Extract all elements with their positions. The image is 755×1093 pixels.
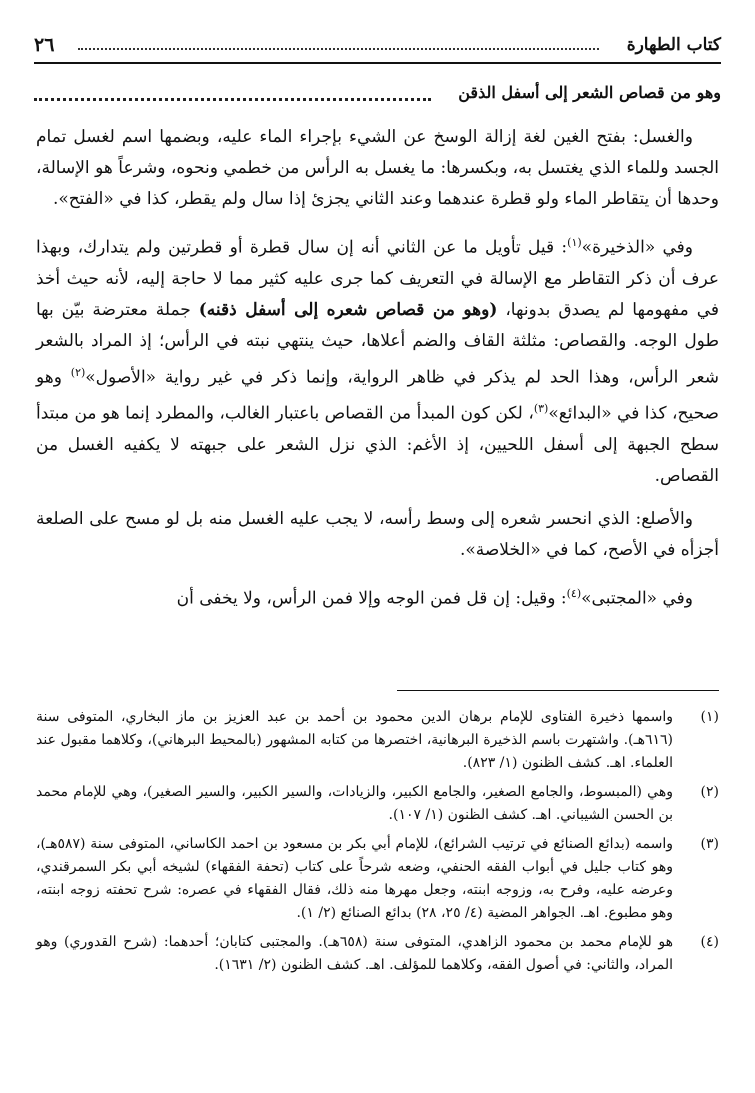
footnotes bbox=[36, 706, 719, 983]
text-run: : قيل تأويل ما عن الثاني أنه إن سال قطرة أو قطرتين ولم يتدارك، وبهذا عرف أن ذكر التقاطر مع الإسالة في التعريف كما جرى عليه كثير مما لا حاجة إليه، لأنه حيث أخذ في مفهومها لم يصدق بدونها، bbox=[36, 237, 719, 320]
text-run: وفي «المجتبى» bbox=[581, 588, 693, 609]
main-text bbox=[36, 122, 719, 627]
text-run: وهو صحيح، كذا في «البدائع» bbox=[36, 367, 719, 424]
paragraph bbox=[36, 227, 719, 492]
text-run: والأصلع: الذي انحسر شعره إلى وسط رأسه، لا يجب عليه الغسل منه بل لو مسح على الصلعة أجزأه في الأصح، كما في «الخلاصة». bbox=[36, 508, 719, 560]
topic-line bbox=[34, 80, 721, 108]
paragraph bbox=[36, 504, 719, 566]
text-run: جملة معترضة بيّن بها طول الوجه. والقصاص: مثلثة القاف والضم أعلاها، حيث ينتهي نبته في الرأس؛ إذ المراد بالشعر شعر الرأس، وهذا الحد لم يذكر في ظاهر الرواية، وإنما ذكر في غير رواية «الأصول» bbox=[36, 299, 719, 388]
footnote-ref: (١) bbox=[567, 236, 582, 249]
footnote-text: وهي (المبسوط، والجامع الصغير، والجامع الكبير، والزيادات، والسير الكبير، والسير الصغير)، وهي للإمام محمد بن الحسن الشيباني. اهـ. كشف الظنون (١/ ١٠٧). bbox=[36, 784, 673, 823]
header-dotted-leader bbox=[78, 48, 599, 50]
footnote-ref: (٢) bbox=[70, 365, 86, 379]
topic-text: وهو من قصاص الشعر إلى أسفل الذقن bbox=[458, 83, 721, 102]
header-rule bbox=[34, 62, 721, 64]
text-run: وفي «الذخيرة» bbox=[581, 237, 693, 258]
text-run: والغسل: بفتح الغين لغة إزالة الوسخ عن الشيء بإجراء الماء عليه، وبضمها اسم لغسل تمام الجسد وللماء الذي يغتسل به، وبكسرها: ما يغسل به الرأس من خطمي ونحوه، وشرعاً هو الإسالة، وحدها أن يتقاطر الماء ولو قطرة عندهما وعند الثاني يجزئ إذا سال ولم يقطر، كذا في «الفتح». bbox=[36, 127, 719, 209]
text-run: : وقيل: إن قل فمن الوجه وإلا فمن الرأس، ولا يخفى أن bbox=[176, 588, 567, 609]
book-title: كتاب الطهارة bbox=[626, 35, 721, 55]
running-header bbox=[34, 32, 721, 60]
text-run: ، لكن كون المبدأ من القصاص باعتبار الغالب، والمطرد إنما هو من مبتدأ سطح الجبهة إلى أسفل اللحيين، إذ الأغم: الذي نزل الشعر على جبهته لا يكفيه الغسل من القصاص. bbox=[36, 403, 719, 486]
footnote-text: واسمها ذخيرة الفتاوى للإمام برهان الدين محمود بن أحمد بن عبد العزيز بن ماز البخاري، المتوفى سنة (٦١٦هـ). واشتهرت باسم الذخيرة البرهانية، اختصرها من كتابه المشهور (بالمحيط البرهاني)، وكلاهما مقبول عند العلماء. اهـ. كشف الظنون (١/ ٨٢٣). bbox=[36, 709, 673, 771]
footnote-text: هو للإمام محمد بن محمود الزاهدي، المتوفى سنة (٦٥٨هـ). والمجتبى كتابان؛ أحدهما: (شرح القدوري) وهو المراد، والثاني: في أصول الفقه، وكلاهما للمؤلف. اهـ. كشف الظنون (٢/ ١٦٣١). bbox=[36, 934, 673, 973]
footnote bbox=[36, 833, 719, 925]
footnote bbox=[36, 706, 719, 775]
footnote-separator bbox=[397, 690, 719, 691]
footnote-ref: (٣) bbox=[533, 402, 549, 416]
topic-dotted-leader bbox=[34, 98, 431, 101]
paragraph bbox=[36, 122, 719, 215]
footnote bbox=[36, 781, 719, 827]
footnote-number: (٣) bbox=[700, 836, 719, 852]
paragraph bbox=[36, 578, 719, 615]
footnote-number: (٢) bbox=[700, 784, 719, 800]
matn-text: (وهو من قصاص شعره إلى أسفل ذقنه) bbox=[198, 299, 498, 320]
footnote-ref: (٤) bbox=[566, 586, 582, 600]
page-number: ٢٦ bbox=[34, 34, 55, 56]
footnote-number: (٤) bbox=[700, 934, 719, 950]
footnote-text: واسمه (بدائع الصنائع في ترتيب الشرائع)، للإمام أبي بكر بن مسعود بن احمد الكاساني، المتوفى سنة (٥٨٧هـ)، وهو كتاب جليل في أبواب الفقه الحنفي، وضعه شرحاً على كتاب (تحفة الفقهاء) لشيخه أبي بكر السمرقندي، وعرضه عليه، وفرح به، وزوجه ابنته، وجعل مهرها منه ذلك، فقال الفقهاء في عصره: شرح تحفته زوجه ابنته، وهو مطبوع. اهـ. الجواهر المضية (٤/ ٢٥، ٢٨) بدائع الصنائع (٢/ ١). bbox=[36, 836, 673, 921]
footnote bbox=[36, 931, 719, 977]
footnote-number: (١) bbox=[700, 709, 719, 725]
